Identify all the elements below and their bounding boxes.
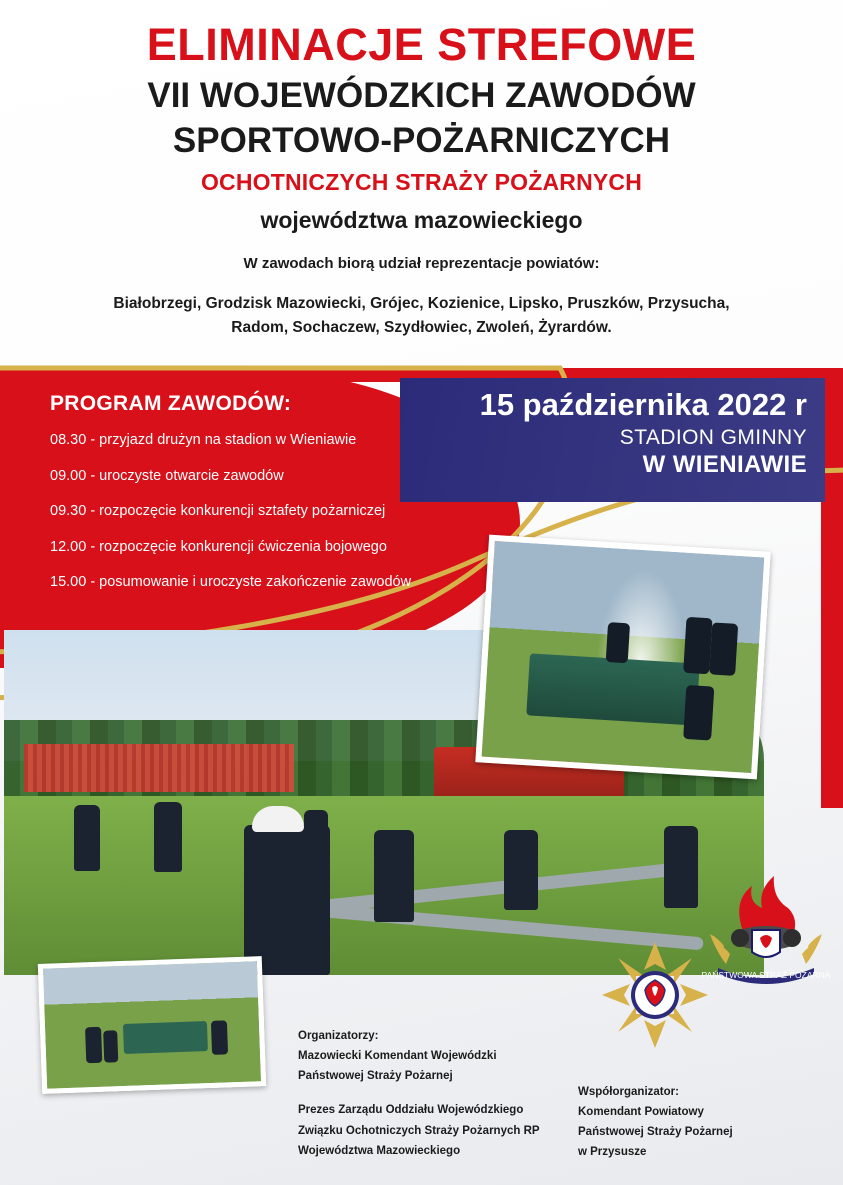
program-item: 08.30 - przyjazd drużyn na stadion w Wieniawie [50,432,357,448]
coorganizer-line: Komendant Powiatowy [578,1106,704,1119]
photo-person [606,622,630,663]
photo-water-basin [475,535,770,780]
subtitle-discipline: SPORTOWO-POŻARNICZYCH [172,121,671,161]
program-title: PROGRAM ZAWODÓW: [50,392,292,415]
photo-person [683,617,712,674]
photo-person [683,685,714,741]
participants-line-1: Białobrzegi, Grodzisk Mazowiecki, Grójec, Kozienice, Lipsko, Pruszków, Przysucha, [113,295,730,313]
program-block [50,392,470,609]
psp-emblem-logo [700,868,832,996]
participants-intro: W zawodach biorą udział reprezentacje powiatów: [243,255,600,273]
photo-person [664,826,698,908]
photo-person [709,622,738,675]
coorganizer-line: w Przysusze [578,1146,647,1159]
coorganizer-label: Współorganizator: [578,1086,679,1098]
organizers-label: Organizatorzy: [298,1030,379,1042]
photo-green-basin [123,1021,208,1054]
photo-person [85,1027,102,1064]
coorganizer-block [578,1082,733,1163]
coorganizer-line: Państwowej Straży Pożarnej [578,1126,733,1139]
photo-person [154,802,182,872]
event-venue-line-1: STADION GMINNY [619,426,807,450]
organizer-line: Państwowej Straży Pożarnej [298,1070,453,1083]
participants-line-2: Radom, Sochaczew, Szydłowiec, Zwoleń, Żyrardów. [231,319,612,337]
osp-cross-emblem-logo [600,940,710,1050]
page-title: ELIMINACJE STREFOWE [146,19,697,70]
participants-list [0,292,843,340]
program-item: 12.00 - rozpoczęcie konkurencji ćwiczenia bojowego [50,538,387,555]
program-item: 09.30 - rozpoczęcie konkurencji sztafety pożarniczej [50,503,386,520]
subtitle-organization: OCHOTNICZYCH STRAŻY POŻARNYCH [200,169,643,196]
subtitle-competition: VII WOJEWÓDZKICH ZAWODÓW [147,75,696,115]
event-venue-line-2: W WIENIAWIE [642,451,807,479]
event-date: 15 października 2022 r [479,387,807,422]
photo-green-basin [526,653,699,725]
photo-white-helmet [252,806,304,832]
organizers-block [298,1026,540,1161]
photo-person-foreground [244,825,330,975]
photo-person [103,1030,118,1062]
program-item: 09.00 - uroczyste otwarcie zawodów [50,467,284,484]
organizer-line: Związku Ochotniczych Straży Pożarnych RP [298,1124,540,1137]
photo-person [374,830,414,922]
organizer-line: Województwa Mazowieckiego [298,1144,461,1157]
photo-team-drill [38,956,266,1094]
poster-header [0,0,843,340]
photo-red-fence [24,744,294,792]
psp-logo-text: PAŃSTWOWA STRAŻ POŻARNA [701,970,831,980]
program-item: 15.00 - posumowanie i uroczyste zakończenie zawodów [50,574,412,591]
photo-person [211,1020,228,1055]
organizer-line: Mazowiecki Komendant Wojewódzki [298,1050,497,1063]
organizer-line: Prezes Zarządu Oddziału Wojewódzkiego [298,1104,524,1117]
photo-person [504,830,538,910]
subtitle-region: województwa mazowieckiego [260,207,583,234]
photo-person [74,805,100,871]
